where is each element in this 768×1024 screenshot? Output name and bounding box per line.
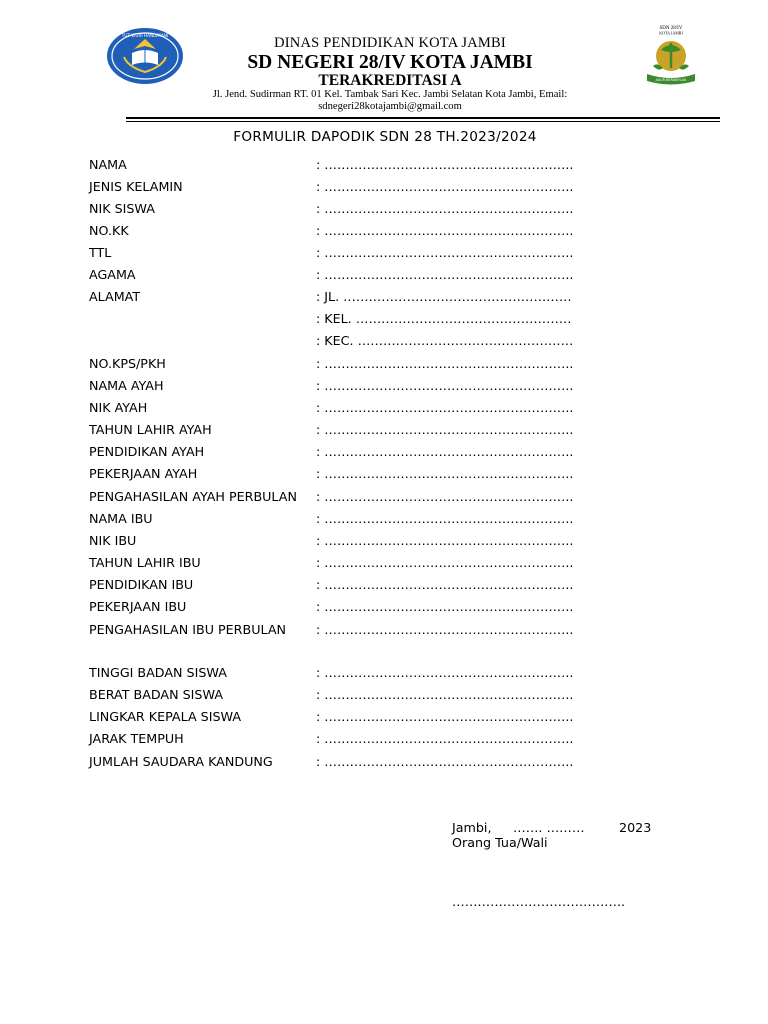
field-label: JARAK TEMPUH	[89, 731, 184, 746]
field-blank: : …………………………………………………..	[316, 622, 574, 637]
field-blank: : …………………………………………………..	[316, 599, 574, 614]
logo-right-banner: JUJUR BERAKHLAK	[655, 78, 687, 82]
field-blank: : …………………………………………………..	[316, 555, 574, 570]
field-label: PENDIDIKAN IBU	[89, 577, 194, 592]
field-label: TAHUN LAHIR IBU	[89, 555, 201, 570]
header-divider-thick	[126, 117, 720, 119]
field-blank: : …………………………………………………..	[316, 731, 574, 746]
field-label: NAMA AYAH	[89, 378, 164, 393]
field-blank: : …………………………………………………..	[316, 665, 574, 680]
field-label: TINGGI BADAN SISWA	[89, 665, 227, 680]
field-label: TTL	[89, 245, 112, 260]
signature-year: 2023	[619, 820, 652, 835]
field-blank: : KEC. ……………………………………………	[316, 333, 574, 348]
field-blank: : …………………………………………………..	[316, 577, 574, 592]
field-blank: : …………………………………………………..	[316, 378, 574, 393]
accreditation: TERAKREDITASI A	[318, 72, 462, 89]
field-blank: : JL. ………………………………………………	[316, 289, 572, 304]
field-label: NAMA IBU	[89, 511, 153, 526]
field-blank: : …………………………………………………..	[316, 157, 574, 172]
field-blank: : …………………………………………………..	[316, 687, 574, 702]
field-blank: : …………………………………………………..	[316, 511, 574, 526]
form-title: FORMULIR DAPODIK SDN 28 TH.2023/2024	[233, 129, 537, 145]
field-blank: : KEL. ……………………………………………	[316, 311, 572, 326]
field-blank: : …………………………………………………..	[316, 422, 574, 437]
field-label: JUMLAH SAUDARA KANDUNG	[89, 754, 273, 769]
school-address: Jl. Jend. Sudirman RT. 01 Kel. Tambak Sari Kec. Jambi Selatan Kota Jambi, Email:	[212, 89, 568, 100]
field-label: PENGAHASILAN AYAH PERBULAN	[89, 489, 297, 504]
field-label: BERAT BADAN SISWA	[89, 687, 224, 702]
field-label: NIK IBU	[89, 533, 137, 548]
field-label: NAMA	[89, 157, 127, 172]
field-blank: : …………………………………………………..	[316, 400, 574, 415]
school-email: sdnegeri28kotajambi@gmail.com	[318, 101, 462, 112]
field-label: AGAMA	[89, 267, 136, 282]
field-blank: : …………………………………………………..	[316, 179, 574, 194]
field-label: NIK SISWA	[89, 201, 155, 216]
field-label: NO.KPS/PKH	[89, 356, 166, 371]
school-name: SD NEGERI 28/IV KOTA JAMBI	[247, 52, 533, 73]
field-label: PENGAHASILAN IBU PERBULAN	[89, 622, 287, 637]
field-label: ALAMAT	[89, 289, 141, 304]
logo-left-text: TUT WURI HANDAYANI	[121, 33, 169, 38]
field-blank: : …………………………………………………..	[316, 533, 574, 548]
school-logo	[639, 22, 703, 90]
agency-name: DINAS PENDIDIKAN KOTA JAMBI	[274, 35, 506, 51]
signature-role: Orang Tua/Wali	[452, 835, 548, 850]
field-blank: : …………………………………………………..	[316, 466, 574, 481]
field-blank: : …………………………………………………..	[316, 489, 574, 504]
field-label: NIK AYAH	[89, 400, 148, 415]
field-blank: : …………………………………………………..	[316, 201, 574, 216]
logo-right-text-top: SDN 28/IV	[659, 26, 683, 31]
field-label: NO.KK	[89, 223, 129, 238]
logo-right-text-sub: KOTA JAMBI	[659, 30, 683, 36]
field-label: JENIS KELAMIN	[89, 179, 183, 194]
field-label: TAHUN LAHIR AYAH	[89, 422, 212, 437]
field-label: PENDIDIKAN AYAH	[89, 444, 205, 459]
signature-name-blank: …………………………………..	[452, 894, 626, 909]
field-label: LINGKAR KEPALA SISWA	[89, 709, 242, 724]
signature-date-blank: ……. ………	[513, 820, 585, 835]
field-blank: : …………………………………………………..	[316, 709, 574, 724]
field-blank: : …………………………………………………..	[316, 356, 574, 371]
field-blank: : …………………………………………………..	[316, 754, 574, 769]
field-label: PEKERJAAN AYAH	[89, 466, 198, 481]
field-blank: : …………………………………………………..	[316, 245, 574, 260]
signature-city: Jambi,	[452, 820, 492, 835]
header-divider-thin	[126, 121, 720, 122]
field-label: PEKERJAAN IBU	[89, 599, 187, 614]
field-blank: : …………………………………………………..	[316, 223, 574, 238]
field-blank: : …………………………………………………..	[316, 267, 574, 282]
field-blank: : …………………………………………………..	[316, 444, 574, 459]
